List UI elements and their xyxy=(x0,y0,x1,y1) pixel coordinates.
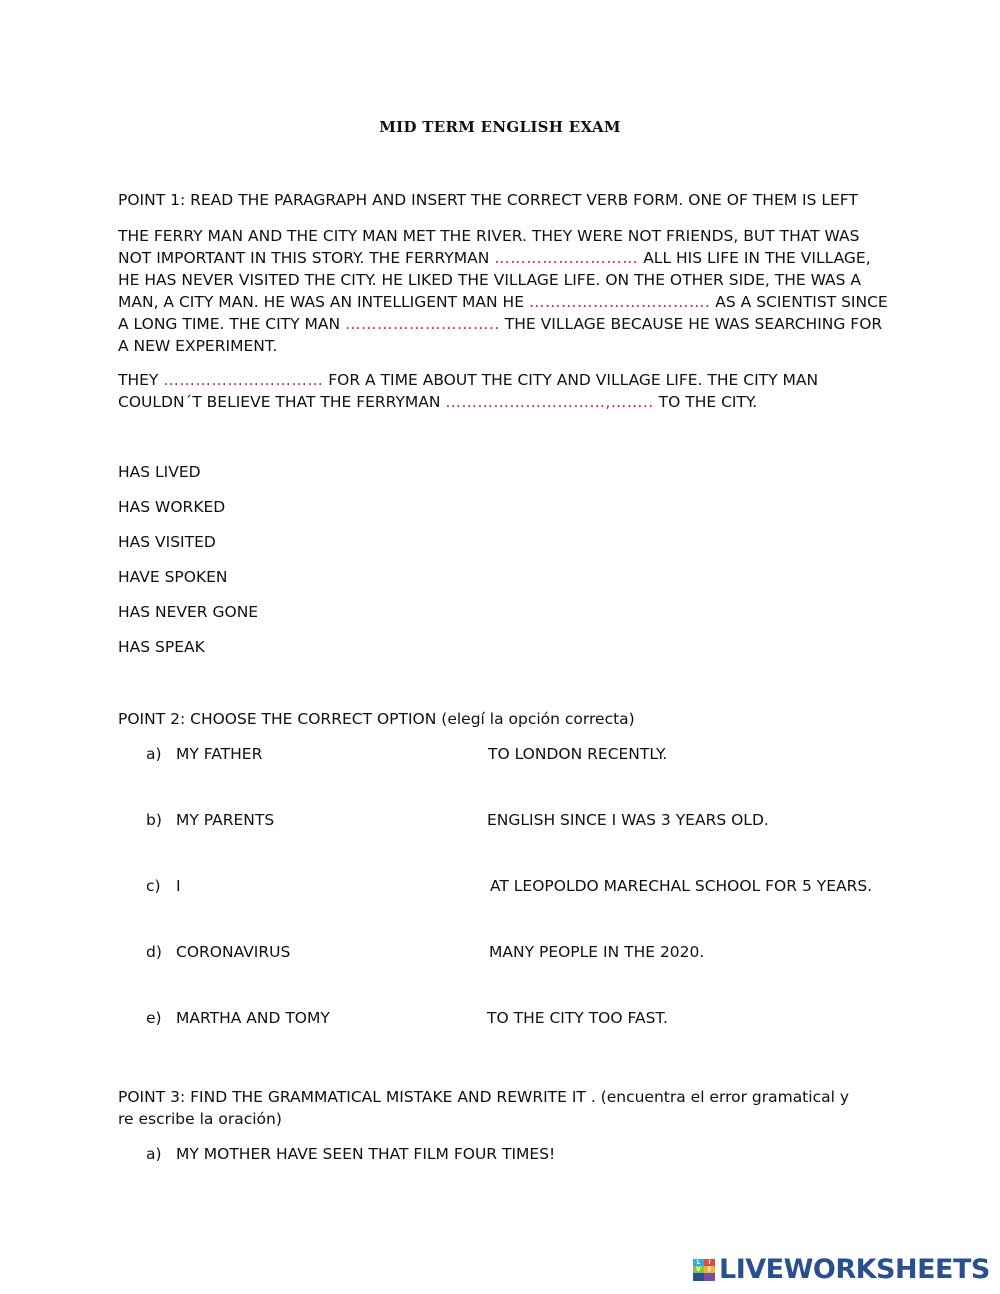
liveworksheets-logo xyxy=(693,1253,993,1287)
verb-option-has-worked: HAS WORKED xyxy=(118,498,226,516)
point2-item-b xyxy=(146,809,906,831)
item-predicate: TO THE CITY TOO FAST. xyxy=(487,1009,668,1027)
point2-item-d xyxy=(146,941,906,963)
point1-paragraph-1 xyxy=(118,225,888,357)
liveworksheets-logo-icon: L I V E xyxy=(693,1259,715,1281)
verb-option-has-never-gone: HAS NEVER GONE xyxy=(118,603,259,621)
blank-3[interactable]: ……………………….. xyxy=(345,315,500,333)
item-letter: a) xyxy=(146,745,162,763)
verb-option-have-spoken: HAVE SPOKEN xyxy=(118,568,228,586)
blank-2[interactable]: ……………………………. xyxy=(528,293,711,311)
para2-text-3: TO THE CITY. xyxy=(653,393,758,411)
item-subject: CORONAVIRUS xyxy=(176,943,291,961)
item-letter: e) xyxy=(146,1009,162,1027)
item-predicate: AT LEOPOLDO MARECHAL SCHOOL FOR 5 YEARS. xyxy=(490,877,873,895)
point3-instruction-line2: re escribe la oración) xyxy=(118,1110,282,1128)
liveworksheets-logo-text: LIVEWORKSHEETS xyxy=(719,1254,990,1285)
item-predicate: ENGLISH SINCE I WAS 3 YEARS OLD. xyxy=(487,811,769,829)
item-predicate: MANY PEOPLE IN THE 2020. xyxy=(489,943,705,961)
exam-title: MID TERM ENGLISH EXAM xyxy=(379,118,621,136)
item-subject: MARTHA AND TOMY xyxy=(176,1009,330,1027)
para1-text-2: ALL HIS LIFE IN THE VILLAGE, HE HAS NEVER VISITED THE CITY. HE LIKED THE VILLAGE LIFE. ON THE OTHER SIDE, THE WAS A MAN, A CITY MAN. HE WAS AN INTELLIGENT MAN HE xyxy=(118,249,871,311)
point1-paragraph-2 xyxy=(118,369,888,413)
blank-4[interactable]: ………………………… xyxy=(163,371,324,389)
para1-text-4: THE VILLAGE BECAUSE HE WAS SEARCHING FOR A NEW EXPERIMENT. xyxy=(118,315,883,355)
item-letter: a) xyxy=(146,1145,162,1163)
item-letter: d) xyxy=(146,943,162,961)
point2-item-e xyxy=(146,1007,906,1029)
verb-option-has-visited: HAS VISITED xyxy=(118,533,216,551)
verb-option-has-lived: HAS LIVED xyxy=(118,463,201,481)
item-letter: b) xyxy=(146,811,162,829)
item-predicate: TO LONDON RECENTLY. xyxy=(488,745,668,763)
blank-1[interactable]: ……………………… xyxy=(494,249,639,267)
item-text: MY MOTHER HAVE SEEN THAT FILM FOUR TIMES! xyxy=(176,1145,556,1163)
point2-instruction: POINT 2: CHOOSE THE CORRECT OPTION (elegí la opción correcta) xyxy=(118,710,635,728)
item-subject: MY FATHER xyxy=(176,745,263,763)
point3-item-a xyxy=(146,1143,906,1165)
point2-item-a xyxy=(146,743,906,765)
item-letter: c) xyxy=(146,877,161,895)
para1-text-3: AS A SCIENTIST SINCE A LONG TIME. THE CITY MAN xyxy=(118,293,888,333)
point3-instruction-line1: POINT 3: FIND THE GRAMMATICAL MISTAKE AND REWRITE IT . (encuentra el error gramatical y xyxy=(118,1088,849,1106)
para2-text-1: THEY xyxy=(118,371,164,389)
verb-option-has-speak: HAS SPEAK xyxy=(118,638,205,656)
item-subject: I xyxy=(176,877,181,895)
point1-instruction: POINT 1: READ THE PARAGRAPH AND INSERT THE CORRECT VERB FORM. ONE OF THEM IS LEFT xyxy=(118,191,858,209)
point2-item-c xyxy=(146,875,906,897)
para1-text-1: THE FERRY MAN AND THE CITY MAN MET THE RIVER. THEY WERE NOT FRIENDS, BUT THAT WAS NOT IMPORTANT IN THIS STORY. THE FERRYMAN xyxy=(118,227,860,267)
blank-5[interactable]: …………………………,…….. xyxy=(445,393,654,411)
para2-text-2: FOR A TIME ABOUT THE CITY AND VILLAGE LIFE. THE CITY MAN COULDN´T BELIEVE THAT THE FERRYMAN xyxy=(118,371,819,411)
item-subject: MY PARENTS xyxy=(176,811,275,829)
